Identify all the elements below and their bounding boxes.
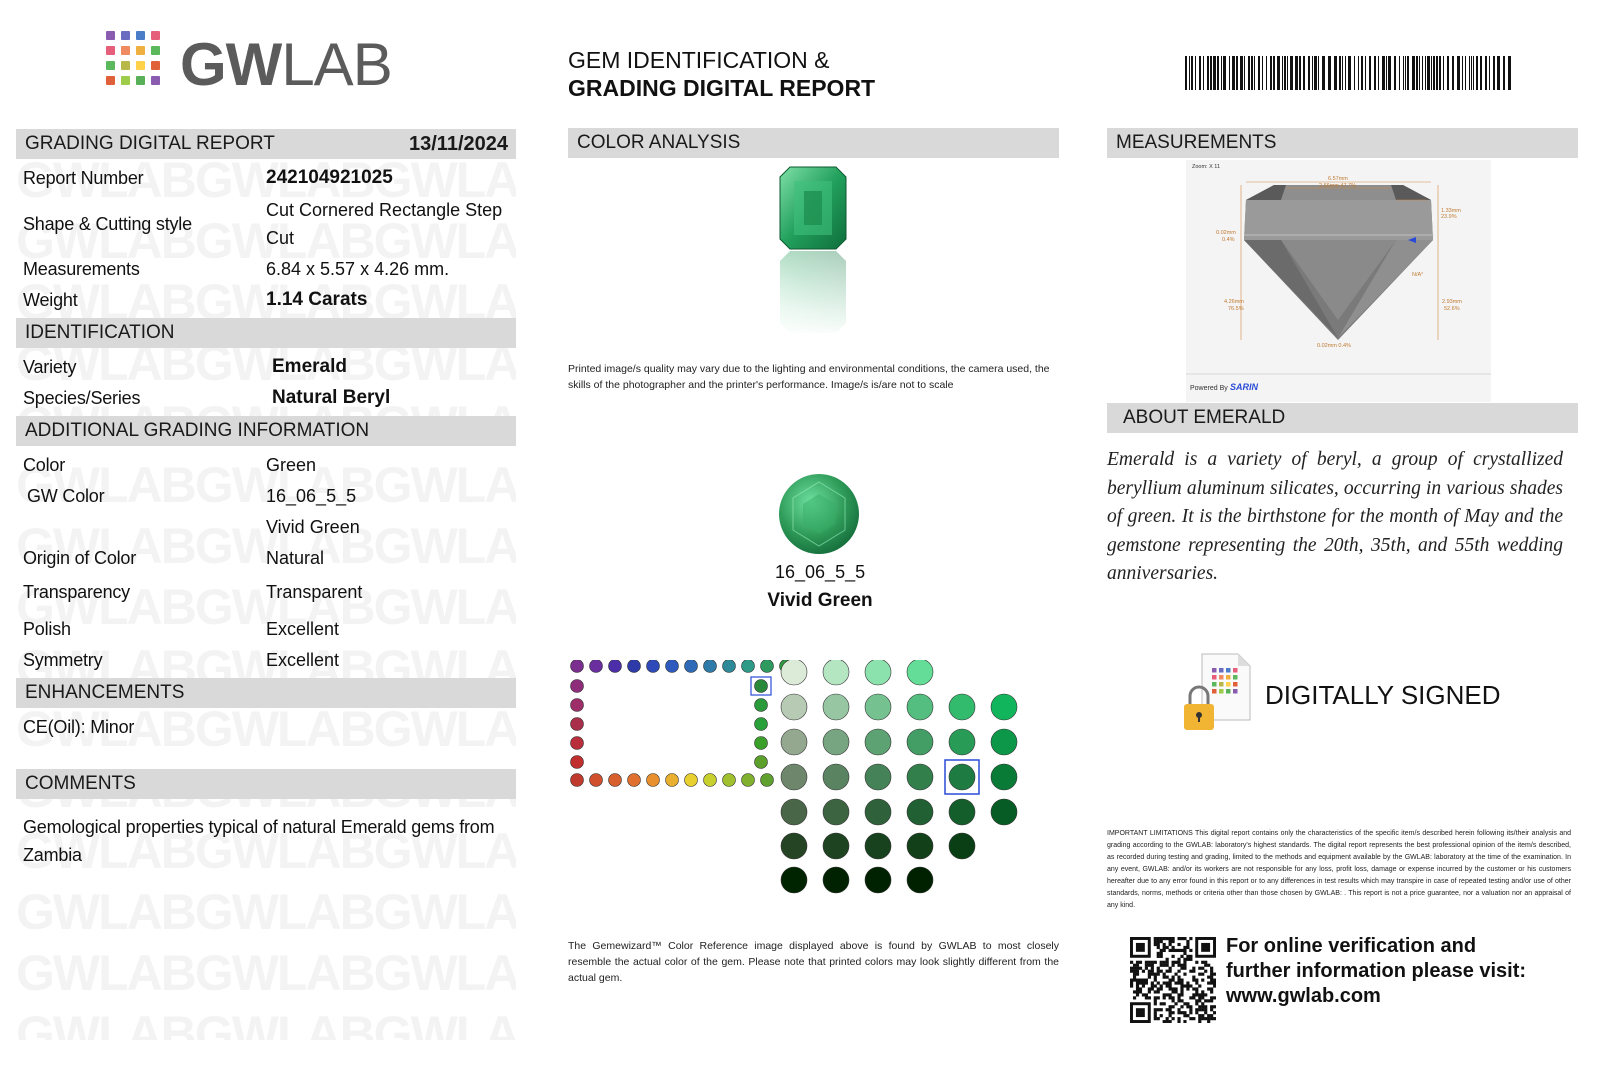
doc-grid-square (1212, 668, 1217, 673)
tone-gem (823, 660, 849, 685)
diagram-culet: 0.02mm 0.4% (1317, 343, 1351, 349)
tone-gem (865, 660, 891, 685)
report-bar-label: GRADING DIGITAL REPORT (25, 133, 275, 154)
doc-grid-square (1219, 689, 1224, 694)
sarin-logo: SARIN (1230, 382, 1259, 392)
tone-gem (865, 729, 891, 755)
identification-heading: IDENTIFICATION (16, 318, 516, 348)
diagram-pav-pct: 52.6% (1444, 306, 1460, 312)
report-bar (16, 129, 516, 159)
tone-gem (781, 694, 807, 720)
report-number-label: Report Number (23, 168, 144, 188)
important-limitations: IMPORTANT LIMITATIONS This digital report contains only the characteristics of the specific item/s described herein following its/their analysis and grading according to the GWLAB: laboratory's highest standards. The digital report represents the best professional opinion of the item/s described, as recorded during testing and grading, limited to the methods and equipment available by the GWLAB: laboratory at the time of the examination. In any event, GWLAB: and/or its workers are not responsible for any loss, profit loss, damage or expense incurred by the customer or his customers hereafter due to any error found in this report or to any differences in test results which may transpire in case of repeated testing and/or use of other standards, norms, methods or criteria other than those chosen by GWLAB: . This report is not a price guarantee, nor a valuation nor an appraisal of any kind. (1107, 830, 1571, 909)
about-text: Emerald is a variety of beryl, a group of crystallized beryllium aluminum silicates, occurring in various shades of green. It is the birthstone for the month of May and the gemstone representing the 20th, 35th, and 55th wedding anniversaries. (1107, 449, 1563, 584)
tone-gem (949, 833, 975, 859)
doc-grid-square (1212, 675, 1217, 680)
tone-gem (949, 799, 975, 825)
tone-gem (991, 729, 1017, 755)
tone-gem (823, 833, 849, 859)
species-label: Species/Series (23, 388, 141, 408)
tone-gem (907, 660, 933, 685)
verify-line-2: further information please visit: (1226, 960, 1527, 982)
title-line-1: GEM IDENTIFICATION & (568, 47, 830, 73)
hue-dot (761, 660, 774, 673)
logo-wordmark: GWLAB (180, 31, 392, 98)
hue-dot (755, 680, 768, 693)
hue-dot (704, 774, 717, 787)
origin-value: Natural (266, 548, 325, 568)
diagram-na: N/A° (1412, 272, 1424, 278)
hue-dot (628, 774, 641, 787)
image-note: Printed image/s quality may vary due to the lighting and environmental conditions, the camera used, the skills of the photographer and the printer's performance. Image/s is/are not to scale (568, 363, 1050, 391)
doc-grid-square (1212, 689, 1217, 694)
hue-dot (666, 774, 679, 787)
tone-gem (907, 833, 933, 859)
verify-link[interactable]: www.gwlab.com (1226, 985, 1381, 1007)
tone-gem (991, 799, 1017, 825)
signed-document-icon (1180, 650, 1252, 742)
hue-dot (685, 660, 698, 673)
tone-gem (907, 694, 933, 720)
comments-line-1: Gemological properties typical of natural Emerald gems from (23, 817, 495, 837)
swatch-name: Vivid Green (767, 590, 873, 611)
tone-gem (823, 799, 849, 825)
verification-info (1226, 934, 1526, 1009)
hue-dot (755, 718, 768, 731)
tone-gem (823, 694, 849, 720)
hue-dot (742, 774, 755, 787)
doc-grid-square (1219, 682, 1224, 687)
hue-dot (571, 774, 584, 787)
doc-grid-square (1226, 689, 1231, 694)
tone-gem (865, 764, 891, 790)
color-reference-chart (568, 660, 1048, 910)
tone-gem (907, 729, 933, 755)
color-swatch-gem (777, 472, 861, 556)
hue-dot (609, 660, 622, 673)
tone-gem (781, 660, 807, 685)
qr-code-icon[interactable] (1130, 937, 1216, 1023)
gw-color-label: GW Color (27, 486, 105, 506)
origin-label: Origin of Color (23, 548, 137, 568)
hue-dot (571, 737, 584, 750)
tone-gem (907, 764, 933, 790)
hue-dot (571, 756, 584, 769)
report-date: 13/11/2024 (409, 133, 508, 155)
hue-dot (590, 774, 603, 787)
polish-value: Excellent (266, 619, 340, 639)
hue-dot (571, 680, 584, 693)
tone-gem (781, 833, 807, 859)
weight-value: 1.14 Carats (266, 289, 368, 310)
weight-label: Weight (23, 290, 78, 310)
hue-dot (685, 774, 698, 787)
tone-gem (907, 867, 933, 893)
diagram-table: 2.66mm 47.7% (1319, 183, 1356, 189)
diagram-total-pct: 76.5% (1228, 306, 1244, 312)
diagram-total-h: 4.26mm (1224, 299, 1244, 305)
swatch-code: 16_06_5_5 (775, 562, 866, 582)
doc-grid-square (1219, 675, 1224, 680)
measurements-value: 6.84 x 5.57 x 4.26 mm. (266, 259, 450, 279)
title-line-2: GRADING DIGITAL REPORT (568, 75, 876, 101)
hue-dot (590, 660, 603, 673)
doc-grid-square (1219, 668, 1224, 673)
tone-gem (949, 729, 975, 755)
measurements-heading: MEASUREMENTS (1107, 128, 1578, 158)
symmetry-value: Excellent (266, 650, 340, 670)
hue-dot (628, 660, 641, 673)
hue-dot (755, 756, 768, 769)
barcode-icon (1185, 56, 1513, 90)
tone-gem (865, 799, 891, 825)
shape-value-1: Cut Cornered Rectangle Step (266, 200, 503, 220)
diagram-powered: Powered By (1190, 385, 1228, 392)
report-number-value: 242104921025 (266, 167, 393, 188)
tone-gem (823, 729, 849, 755)
polish-label: Polish (23, 619, 71, 639)
tone-gem (865, 694, 891, 720)
additional-heading: ADDITIONAL GRADING INFORMATION (16, 416, 516, 446)
comments-line-2: Zambia (23, 845, 82, 865)
diagram-crown-h: 1.33mm (1441, 208, 1461, 214)
hue-dot (742, 660, 755, 673)
about-heading: ABOUT EMERALD (1107, 403, 1578, 433)
shape-label: Shape & Cutting style (23, 214, 192, 234)
color-analysis-heading: COLOR ANALYSIS (568, 128, 1059, 158)
tone-gem (781, 729, 807, 755)
hue-dot (761, 774, 774, 787)
emerald-photo (778, 165, 848, 340)
proportion-diagram (1186, 160, 1491, 402)
tone-gem (949, 694, 975, 720)
diagram-girdle-pct: 0.4% (1222, 237, 1235, 243)
report-title (568, 46, 875, 102)
diagram-zoom: Zoom: X 11 (1192, 164, 1221, 170)
tone-gem (991, 764, 1017, 790)
gw-color-value-1: 16_06_5_5 (266, 486, 357, 506)
tone-gem (823, 764, 849, 790)
diagram-top-width: 6.57mm (1328, 176, 1348, 182)
tone-gem (781, 867, 807, 893)
tone-gem (781, 764, 807, 790)
hue-dot (647, 660, 660, 673)
diagram-pav-h: 2.93mm (1442, 299, 1462, 305)
symmetry-label: Symmetry (23, 650, 103, 670)
doc-grid-square (1233, 668, 1238, 673)
hue-dot (571, 699, 584, 712)
color-value: Green (266, 455, 317, 475)
tone-gem (991, 694, 1017, 720)
hue-dot (704, 660, 717, 673)
digitally-signed-label: DIGITALLY SIGNED (1265, 680, 1501, 710)
left-column (16, 0, 516, 1040)
tone-gem (949, 764, 975, 790)
verify-line-1: For online verification and (1226, 935, 1477, 957)
enhancements-value: CE(Oil): Minor (23, 717, 135, 737)
reference-note: The Gemewizard™ Color Reference image displayed above is found by GWLAB to most closely resemble the actual color of the gem. Please note that printed colors may look slightly different from the actual gem. (568, 940, 1059, 984)
tone-gem (865, 833, 891, 859)
hue-dot (609, 774, 622, 787)
transparency-value: Transparent (266, 582, 363, 602)
tone-gem (907, 799, 933, 825)
enhancements-heading: ENHANCEMENTS (16, 678, 516, 708)
variety-value: Emerald (272, 356, 347, 377)
comments-heading: COMMENTS (16, 769, 516, 799)
diagram-crown-pct: 23.9% (1441, 214, 1457, 220)
shape-value-2: Cut (266, 228, 295, 248)
hue-dot (755, 737, 768, 750)
transparency-label: Transparency (23, 582, 130, 602)
hue-dot (571, 718, 584, 731)
species-value: Natural Beryl (272, 387, 391, 408)
hue-dot (571, 660, 584, 673)
hue-dot (755, 699, 768, 712)
tone-gem (781, 799, 807, 825)
doc-grid-square (1233, 682, 1238, 687)
doc-grid-square (1233, 675, 1238, 680)
doc-grid-square (1226, 668, 1231, 673)
tone-gem (865, 867, 891, 893)
gw-color-value-2: Vivid Green (266, 517, 360, 537)
hue-dot (723, 660, 736, 673)
hue-dot (666, 660, 679, 673)
hue-dot (647, 774, 660, 787)
diagram-girdle: 0.02mm (1216, 230, 1236, 236)
doc-grid-square (1212, 682, 1217, 687)
doc-grid-square (1226, 682, 1231, 687)
variety-label: Variety (23, 357, 77, 377)
doc-grid-square (1233, 689, 1238, 694)
doc-grid-square (1226, 675, 1231, 680)
hue-dot (723, 774, 736, 787)
tone-gem (823, 867, 849, 893)
color-label: Color (23, 455, 66, 475)
measurements-label: Measurements (23, 259, 140, 279)
